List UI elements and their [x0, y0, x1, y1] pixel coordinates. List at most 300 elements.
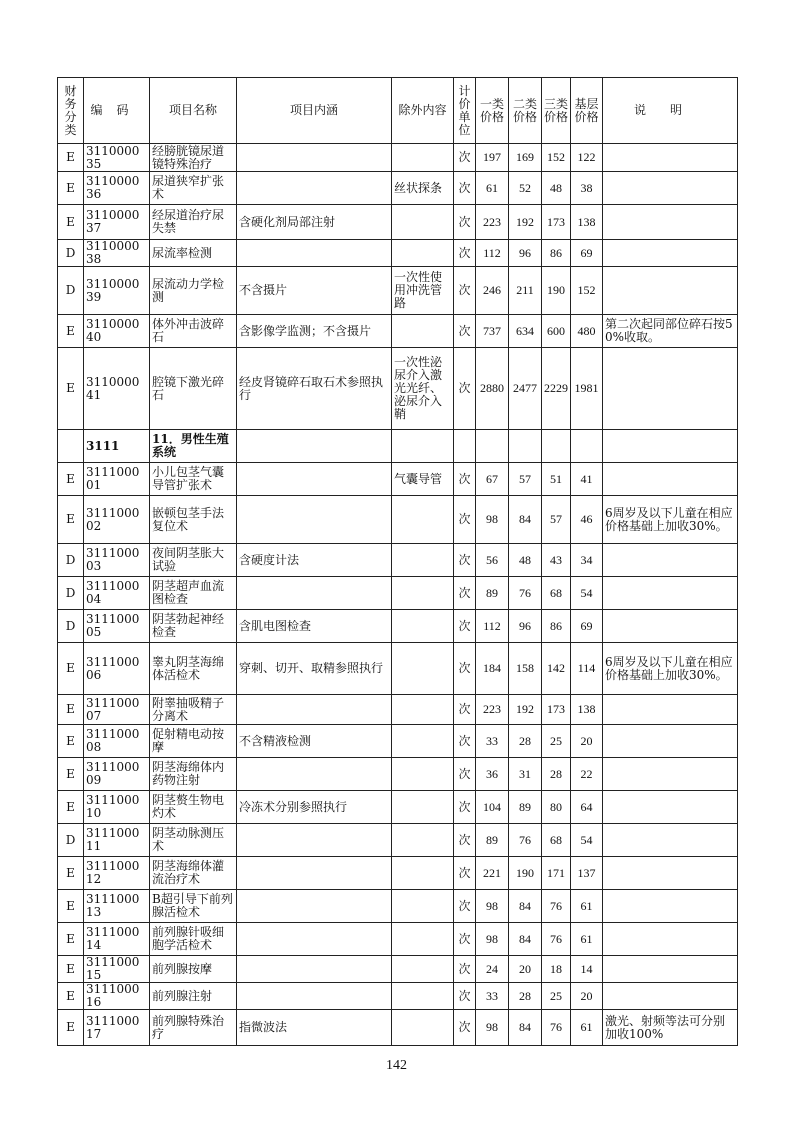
- price-2-cell: 634: [509, 315, 542, 348]
- exclusion-cell: [392, 1010, 454, 1046]
- table-body: [58, 144, 738, 1046]
- table-row: [58, 758, 738, 791]
- content-cell: [237, 956, 392, 983]
- content-cell: 指微波法: [237, 1010, 392, 1046]
- code-cell: 311000036: [84, 172, 150, 205]
- content-cell: [237, 240, 392, 267]
- code-cell: 311100008: [84, 725, 150, 758]
- category-cell: E: [58, 496, 84, 544]
- price-3-cell: 25: [542, 983, 571, 1010]
- table-row: [58, 348, 738, 430]
- exclusion-cell: [392, 496, 454, 544]
- table-row: [58, 890, 738, 923]
- category-cell: D: [58, 240, 84, 267]
- price-4-cell: 14: [571, 956, 603, 983]
- category-cell: E: [58, 348, 84, 430]
- table-row: [58, 824, 738, 857]
- price-1-cell: 98: [476, 1010, 509, 1046]
- content-cell: [237, 172, 392, 205]
- price-2-cell: 57: [509, 463, 542, 496]
- code-cell: 311100009: [84, 758, 150, 791]
- content-cell: 穿刺、切开、取精参照执行: [237, 643, 392, 695]
- price-3-cell: 190: [542, 267, 571, 315]
- note-cell: [603, 463, 738, 496]
- code-cell: 311000037: [84, 205, 150, 240]
- category-cell: E: [58, 923, 84, 956]
- exclusion-cell: [392, 610, 454, 643]
- note-cell: 激光、射频等法可分别加收100%: [603, 1010, 738, 1046]
- note-cell: [603, 172, 738, 205]
- exclusion-cell: [392, 758, 454, 791]
- header-exclusion: 除外内容: [392, 78, 454, 144]
- price-3-cell: 173: [542, 205, 571, 240]
- price-2-cell: 2477: [509, 348, 542, 430]
- note-cell: [603, 695, 738, 725]
- item-name-cell: 经尿道治疗尿失禁: [150, 205, 237, 240]
- price-3-cell: 48: [542, 172, 571, 205]
- price-1-cell: 112: [476, 240, 509, 267]
- code-cell: 311000035: [84, 144, 150, 172]
- price-1-cell: 2880: [476, 348, 509, 430]
- category-cell: E: [58, 144, 84, 172]
- category-cell: D: [58, 544, 84, 577]
- item-name-cell: 附睾抽吸精子分离术: [150, 695, 237, 725]
- code-cell: 311100016: [84, 983, 150, 1010]
- price-4-cell: 54: [571, 577, 603, 610]
- item-name-cell: 前列腺注射: [150, 983, 237, 1010]
- price-3-cell: 600: [542, 315, 571, 348]
- content-cell: [237, 824, 392, 857]
- price-2-cell: 20: [509, 956, 542, 983]
- price-3-cell: 76: [542, 890, 571, 923]
- content-cell: 含影像学监测；不含摄片: [237, 315, 392, 348]
- exclusion-cell: [392, 430, 454, 463]
- content-cell: [237, 144, 392, 172]
- exclusion-cell: [392, 577, 454, 610]
- price-1-cell: 737: [476, 315, 509, 348]
- exclusion-cell: [392, 923, 454, 956]
- price-4-cell: 54: [571, 824, 603, 857]
- price-4-cell: 69: [571, 610, 603, 643]
- item-name-cell: 睾丸阴茎海绵体活检术: [150, 643, 237, 695]
- price-4-cell: 34: [571, 544, 603, 577]
- exclusion-cell: [392, 725, 454, 758]
- item-name-cell: 尿流动力学检测: [150, 267, 237, 315]
- price-1-cell: 89: [476, 824, 509, 857]
- price-3-cell: 142: [542, 643, 571, 695]
- price-1-cell: 33: [476, 983, 509, 1010]
- price-2-cell: 89: [509, 791, 542, 824]
- price-2-cell: 31: [509, 758, 542, 791]
- note-cell: [603, 824, 738, 857]
- unit-cell: 次: [454, 348, 476, 430]
- category-cell: E: [58, 758, 84, 791]
- table-row: [58, 315, 738, 348]
- content-cell: 含硬度计法: [237, 544, 392, 577]
- price-2-cell: 84: [509, 890, 542, 923]
- price-1-cell: 67: [476, 463, 509, 496]
- price-4-cell: 137: [571, 857, 603, 890]
- code-cell: 311100014: [84, 923, 150, 956]
- price-4-cell: 69: [571, 240, 603, 267]
- header-unit: 计价单位: [454, 78, 476, 144]
- table-row: [58, 1010, 738, 1046]
- price-3-cell: 68: [542, 824, 571, 857]
- exclusion-cell: [392, 956, 454, 983]
- category-cell: E: [58, 695, 84, 725]
- price-1-cell: 112: [476, 610, 509, 643]
- price-2-cell: 211: [509, 267, 542, 315]
- table-row: [58, 463, 738, 496]
- header-note: 说明: [603, 78, 738, 144]
- table-row: [58, 857, 738, 890]
- unit-cell: 次: [454, 643, 476, 695]
- content-cell: 含硬化剂局部注射: [237, 205, 392, 240]
- exclusion-cell: 丝状探条: [392, 172, 454, 205]
- price-1-cell: 36: [476, 758, 509, 791]
- price-2-cell: 192: [509, 205, 542, 240]
- price-1-cell: 98: [476, 890, 509, 923]
- price-4-cell: 61: [571, 923, 603, 956]
- price-1-cell: 184: [476, 643, 509, 695]
- note-cell: [603, 758, 738, 791]
- table-row: [58, 923, 738, 956]
- unit-cell: 次: [454, 725, 476, 758]
- table-row: [58, 791, 738, 824]
- table-row: [58, 267, 738, 315]
- price-2-cell: 190: [509, 857, 542, 890]
- exclusion-cell: [392, 824, 454, 857]
- unit-cell: 次: [454, 857, 476, 890]
- code-cell: 3111: [84, 430, 150, 463]
- price-1-cell: 98: [476, 496, 509, 544]
- page-number: 142: [386, 1058, 407, 1073]
- content-cell: 不含精液检测: [237, 725, 392, 758]
- price-3-cell: 86: [542, 610, 571, 643]
- unit-cell: 次: [454, 610, 476, 643]
- section-row: [58, 430, 738, 463]
- category-cell: E: [58, 890, 84, 923]
- note-cell: [603, 890, 738, 923]
- category-cell: D: [58, 824, 84, 857]
- note-cell: 第二次起同部位碎石按50%收取。: [603, 315, 738, 348]
- unit-cell: 次: [454, 205, 476, 240]
- price-1-cell: 98: [476, 923, 509, 956]
- note-cell: [603, 240, 738, 267]
- table-row: [58, 144, 738, 172]
- category-cell: E: [58, 956, 84, 983]
- price-2-cell: 76: [509, 824, 542, 857]
- category-cell: E: [58, 643, 84, 695]
- category-cell: D: [58, 267, 84, 315]
- unit-cell: 次: [454, 695, 476, 725]
- note-cell: [603, 205, 738, 240]
- code-cell: 311100012: [84, 857, 150, 890]
- code-cell: 311100002: [84, 496, 150, 544]
- price-4-cell: 20: [571, 725, 603, 758]
- table-row: [58, 695, 738, 725]
- price-4-cell: 480: [571, 315, 603, 348]
- code-cell: 311100017: [84, 1010, 150, 1046]
- code-cell: 311100003: [84, 544, 150, 577]
- category-cell: D: [58, 610, 84, 643]
- note-cell: [603, 144, 738, 172]
- note-cell: [603, 544, 738, 577]
- header-price-2: 二类价格: [509, 78, 542, 144]
- price-3-cell: 28: [542, 758, 571, 791]
- category-cell: E: [58, 205, 84, 240]
- note-cell: [603, 610, 738, 643]
- unit-cell: 次: [454, 496, 476, 544]
- header-price-3: 三类价格: [542, 78, 571, 144]
- category-cell: [58, 430, 84, 463]
- price-4-cell: 122: [571, 144, 603, 172]
- content-cell: [237, 983, 392, 1010]
- content-cell: [237, 577, 392, 610]
- header-content: 项目内涵: [237, 78, 392, 144]
- price-4-cell: 38: [571, 172, 603, 205]
- category-cell: E: [58, 172, 84, 205]
- table-row: [58, 643, 738, 695]
- price-2-cell: 169: [509, 144, 542, 172]
- price-3-cell: 18: [542, 956, 571, 983]
- price-2-cell: 192: [509, 695, 542, 725]
- unit-cell: 次: [454, 791, 476, 824]
- content-cell: [237, 890, 392, 923]
- item-name-cell: 小儿包茎气囊导管扩张术: [150, 463, 237, 496]
- price-2-cell: 52: [509, 172, 542, 205]
- note-cell: [603, 923, 738, 956]
- item-name-cell: 尿流率检测: [150, 240, 237, 267]
- code-cell: 311100007: [84, 695, 150, 725]
- price-4-cell: 46: [571, 496, 603, 544]
- price-4-cell: 61: [571, 1010, 603, 1046]
- unit-cell: 次: [454, 267, 476, 315]
- note-cell: [603, 430, 738, 463]
- price-2-cell: 76: [509, 577, 542, 610]
- note-cell: 6周岁及以下儿童在相应价格基础上加收30%。: [603, 643, 738, 695]
- exclusion-cell: [392, 695, 454, 725]
- price-3-cell: 57: [542, 496, 571, 544]
- header-category: 财务分类: [58, 78, 84, 144]
- category-cell: E: [58, 1010, 84, 1046]
- unit-cell: 次: [454, 315, 476, 348]
- category-cell: E: [58, 983, 84, 1010]
- price-2-cell: 158: [509, 643, 542, 695]
- unit-cell: 次: [454, 758, 476, 791]
- item-name-cell: 经膀胱镜尿道镜特殊治疗: [150, 144, 237, 172]
- note-cell: [603, 983, 738, 1010]
- price-4-cell: 41: [571, 463, 603, 496]
- item-name-cell: 前列腺特殊治疗: [150, 1010, 237, 1046]
- price-3-cell: 43: [542, 544, 571, 577]
- exclusion-cell: [392, 857, 454, 890]
- code-cell: 311100013: [84, 890, 150, 923]
- unit-cell: 次: [454, 144, 476, 172]
- price-4-cell: 114: [571, 643, 603, 695]
- note-cell: [603, 725, 738, 758]
- item-name-cell: 阴茎海绵体灌流治疗术: [150, 857, 237, 890]
- unit-cell: 次: [454, 890, 476, 923]
- price-1-cell: [476, 430, 509, 463]
- price-3-cell: 86: [542, 240, 571, 267]
- exclusion-cell: 一次性使用冲洗管路: [392, 267, 454, 315]
- price-3-cell: [542, 430, 571, 463]
- price-1-cell: 33: [476, 725, 509, 758]
- note-cell: [603, 857, 738, 890]
- price-4-cell: 20: [571, 983, 603, 1010]
- exclusion-cell: [392, 315, 454, 348]
- exclusion-cell: [392, 205, 454, 240]
- price-4-cell: 64: [571, 791, 603, 824]
- item-name-cell: 阴茎海绵体内药物注射: [150, 758, 237, 791]
- code-cell: 311000039: [84, 267, 150, 315]
- item-name-cell: 尿道狭窄扩张术: [150, 172, 237, 205]
- code-cell: 311000038: [84, 240, 150, 267]
- price-1-cell: 221: [476, 857, 509, 890]
- price-4-cell: 22: [571, 758, 603, 791]
- price-3-cell: 171: [542, 857, 571, 890]
- category-cell: D: [58, 577, 84, 610]
- price-3-cell: 80: [542, 791, 571, 824]
- unit-cell: 次: [454, 463, 476, 496]
- exclusion-cell: 一次性泌尿介入激光光纤、泌尿介入鞘: [392, 348, 454, 430]
- category-cell: E: [58, 315, 84, 348]
- exclusion-cell: [392, 144, 454, 172]
- price-3-cell: 25: [542, 725, 571, 758]
- table-row: [58, 205, 738, 240]
- item-name-cell: 夜间阴茎胀大试验: [150, 544, 237, 577]
- price-1-cell: 223: [476, 695, 509, 725]
- unit-cell: 次: [454, 172, 476, 205]
- code-cell: 311100006: [84, 643, 150, 695]
- price-2-cell: 84: [509, 496, 542, 544]
- table-row: [58, 725, 738, 758]
- item-name-cell: B超引导下前列腺活检术: [150, 890, 237, 923]
- exclusion-cell: [392, 643, 454, 695]
- category-cell: E: [58, 857, 84, 890]
- table-row: [58, 983, 738, 1010]
- price-1-cell: 197: [476, 144, 509, 172]
- content-cell: [237, 923, 392, 956]
- unit-cell: 次: [454, 956, 476, 983]
- price-3-cell: 2229: [542, 348, 571, 430]
- price-4-cell: 1981: [571, 348, 603, 430]
- header-item-name: 项目名称: [150, 78, 237, 144]
- price-3-cell: 76: [542, 1010, 571, 1046]
- price-4-cell: 138: [571, 205, 603, 240]
- note-cell: [603, 267, 738, 315]
- code-cell: 311100010: [84, 791, 150, 824]
- content-cell: 含肌电图检查: [237, 610, 392, 643]
- exclusion-cell: [392, 544, 454, 577]
- item-name-cell: 阴茎勃起神经检查: [150, 610, 237, 643]
- table-row: [58, 577, 738, 610]
- code-cell: 311100011: [84, 824, 150, 857]
- table-row: [58, 956, 738, 983]
- header-code: 编码: [84, 78, 150, 144]
- item-name-cell: 体外冲击波碎石: [150, 315, 237, 348]
- content-cell: 冷冻术分别参照执行: [237, 791, 392, 824]
- price-3-cell: 173: [542, 695, 571, 725]
- price-2-cell: 48: [509, 544, 542, 577]
- unit-cell: 次: [454, 1010, 476, 1046]
- item-name-cell: 阴茎超声血流图检查: [150, 577, 237, 610]
- unit-cell: 次: [454, 923, 476, 956]
- price-2-cell: 28: [509, 983, 542, 1010]
- code-cell: 311000041: [84, 348, 150, 430]
- content-cell: [237, 758, 392, 791]
- price-3-cell: 152: [542, 144, 571, 172]
- code-cell: 311100005: [84, 610, 150, 643]
- content-cell: [237, 430, 392, 463]
- price-1-cell: 104: [476, 791, 509, 824]
- content-cell: [237, 857, 392, 890]
- table-row: [58, 610, 738, 643]
- price-1-cell: 24: [476, 956, 509, 983]
- exclusion-cell: [392, 983, 454, 1010]
- price-2-cell: 84: [509, 923, 542, 956]
- price-1-cell: 61: [476, 172, 509, 205]
- price-1-cell: 246: [476, 267, 509, 315]
- note-cell: [603, 577, 738, 610]
- item-name-cell: 11．男性生殖系统: [150, 430, 237, 463]
- unit-cell: 次: [454, 544, 476, 577]
- category-cell: E: [58, 791, 84, 824]
- price-2-cell: 84: [509, 1010, 542, 1046]
- header-price-1: 一类价格: [476, 78, 509, 144]
- table-row: [58, 240, 738, 267]
- table-row: [58, 496, 738, 544]
- code-cell: 311000040: [84, 315, 150, 348]
- price-4-cell: 152: [571, 267, 603, 315]
- exclusion-cell: [392, 791, 454, 824]
- price-1-cell: 56: [476, 544, 509, 577]
- note-cell: [603, 791, 738, 824]
- unit-cell: 次: [454, 577, 476, 610]
- note-cell: [603, 956, 738, 983]
- item-name-cell: 促射精电动按摩: [150, 725, 237, 758]
- price-3-cell: 68: [542, 577, 571, 610]
- header-price-4: 基层价格: [571, 78, 603, 144]
- unit-cell: 次: [454, 240, 476, 267]
- price-2-cell: 96: [509, 610, 542, 643]
- price-3-cell: 51: [542, 463, 571, 496]
- price-4-cell: 61: [571, 890, 603, 923]
- price-2-cell: 28: [509, 725, 542, 758]
- price-1-cell: 223: [476, 205, 509, 240]
- category-cell: E: [58, 463, 84, 496]
- note-cell: 6周岁及以下儿童在相应价格基础上加收30%。: [603, 496, 738, 544]
- item-name-cell: 前列腺针吸细胞学活检术: [150, 923, 237, 956]
- note-cell: [603, 348, 738, 430]
- header-row: [58, 78, 738, 144]
- unit-cell: 次: [454, 824, 476, 857]
- fee-schedule-table: [57, 77, 738, 1046]
- exclusion-cell: 气囊导管: [392, 463, 454, 496]
- content-cell: 经皮肾镜碎石取石术参照执行: [237, 348, 392, 430]
- content-cell: [237, 463, 392, 496]
- item-name-cell: 阴茎赘生物电灼术: [150, 791, 237, 824]
- exclusion-cell: [392, 890, 454, 923]
- code-cell: 311100001: [84, 463, 150, 496]
- code-cell: 311100004: [84, 577, 150, 610]
- item-name-cell: 阴茎动脉测压术: [150, 824, 237, 857]
- price-1-cell: 89: [476, 577, 509, 610]
- table-row: [58, 544, 738, 577]
- category-cell: E: [58, 725, 84, 758]
- table-row: [58, 172, 738, 205]
